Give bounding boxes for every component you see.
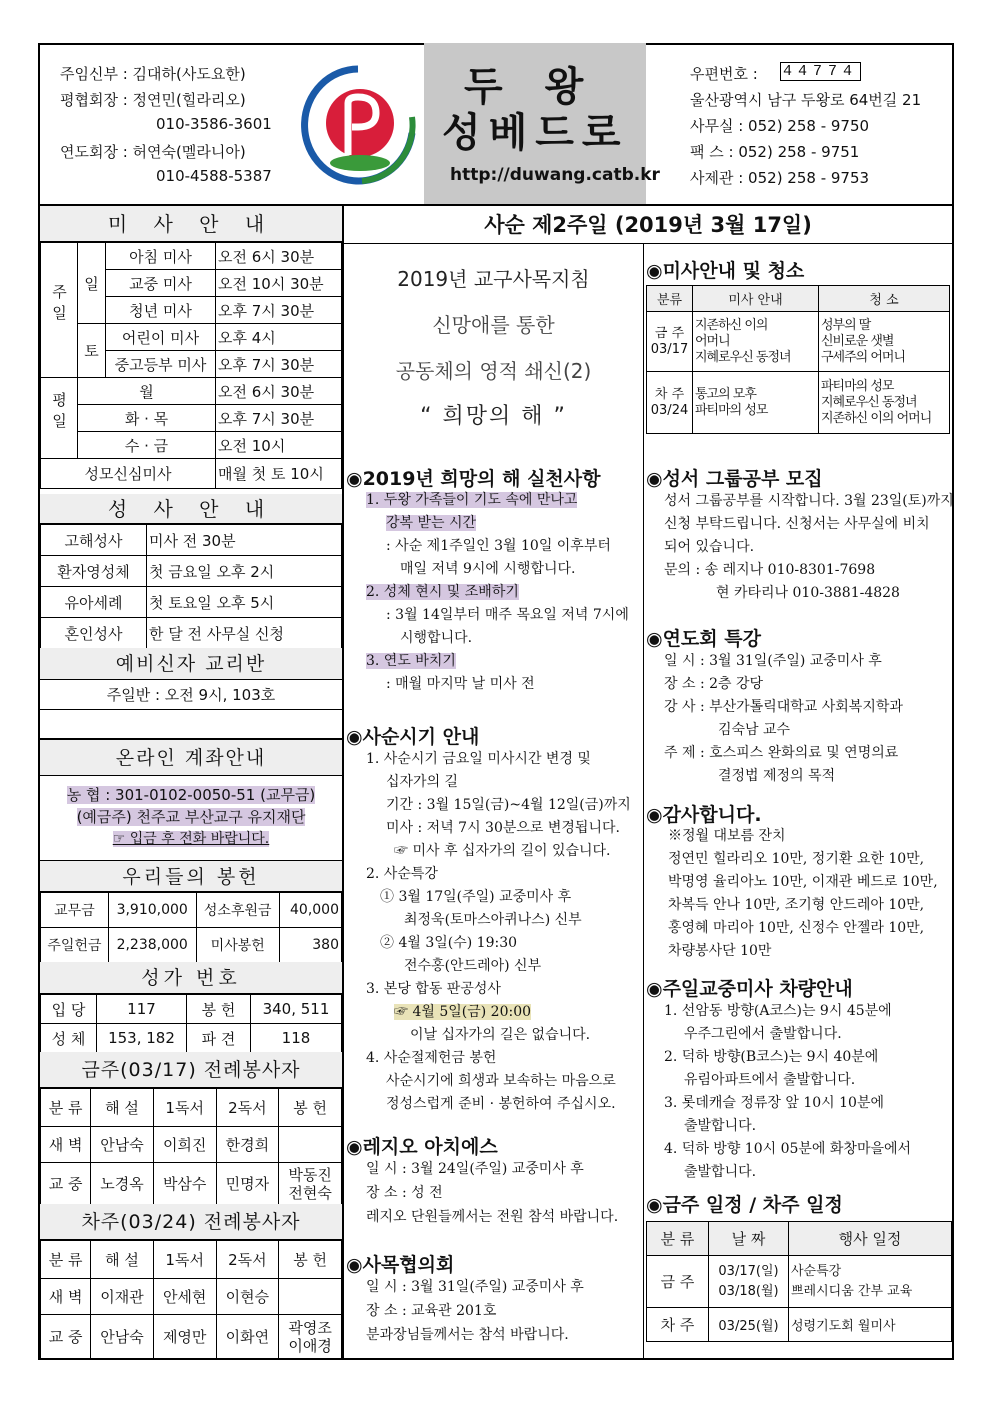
thanks-line: 차량봉사단 10만 [668,943,772,959]
servers-cell: 교 중 [41,1163,91,1205]
mass-name: 중고등부 미사 [106,351,216,378]
offering-value: 380 [279,928,341,963]
offering-value: 2,238,000 [108,928,196,963]
saturday-label: 토 [78,324,106,378]
bible-line: 성서 그룹공부를 시작합니다. 3월 23일(토)까지 [664,493,954,509]
yeondo-phone: 010-4588-5387 [156,167,272,185]
lent-line: 십자가의 길 [386,774,459,790]
sacrament-table [40,524,342,649]
offering-value: 40,000 [279,893,341,928]
schedule-header: 행사 일정 [789,1222,952,1256]
servers-header: 2독서 [216,1089,279,1127]
offering-label: 성소후원금 [196,893,279,928]
hymn-number: 153, 182 [97,1024,187,1053]
mass-name: 교중 미사 [106,270,216,297]
servers-header: 2독서 [216,1241,279,1279]
servers-cell: 박삼수 [153,1163,216,1205]
servers-this-title: 금주(03/17) 전례봉사자 [40,1052,342,1088]
lent-line: 미사 : 저녁 7시 30분으로 변경됩니다. [386,820,620,836]
sunday-label: 주일 [41,243,78,378]
hymn-title: 성가 번호 [40,962,342,994]
council-line: 평협회장 : 정연민(힐라리오) [60,91,246,109]
heart-mass-label: 성모신심미사 [41,459,216,489]
mass-table [40,242,342,489]
bible-title: ◉성서 그룹공부 모집 [646,468,823,490]
mass-time: 오후 7시 30분 [216,351,342,378]
mass-name: 어린이 미사 [106,324,216,351]
practice-item: : 매월 마지막 날 미사 전 [386,676,535,692]
parish-logo-icon [300,63,420,187]
lent-line: 3. 본당 합동 판공성사 [366,981,501,997]
policy-line1: 2019년 교구사목지침 [397,267,590,291]
servers-cell: 민명자 [216,1163,279,1205]
servers-cell: 안남숙 [91,1127,154,1163]
weekday-label: 평일 [41,378,78,459]
sacrament-time: 한 달 전 사무실 신청 [147,618,342,649]
servers-cell: 한경희 [216,1127,279,1163]
weekday-time: 오전 6시 30분 [216,378,342,405]
title-block [424,43,660,204]
practice-item: 2. 성체 현시 및 조배하기 [366,584,519,600]
bible-line: 현 카타리나 010-3881-4828 [716,585,900,601]
mass-title: 미 사 안 내 [40,206,342,242]
thanks-line: 박명영 율리아노 10만, 이재관 베드로 10만, [668,874,938,890]
thanks-line: 정연민 힐라리오 10만, 정기환 요한 10만, [668,851,925,867]
servers-header: 1독서 [153,1089,216,1127]
address: 울산광역시 남구 두왕로 64번길 21 [690,91,922,109]
yeondo-title: ◉연도회 특강 [646,628,761,650]
date-title: 사순 제2주일 (2019년 3월 17일) [344,206,952,244]
servers-next-title: 차주(03/24) 전례봉사자 [40,1204,342,1240]
vehicle-line: 2. 덕하 방향(B코스)는 9시 40분에 [664,1049,879,1065]
policy-line2: 신망애를 통한 [432,313,555,337]
servers-cell [279,1279,342,1315]
servers-header: 분 류 [41,1241,91,1279]
schedule-cell: 사순특강 쁘레시디움 간부 교육 [789,1256,952,1308]
catechumen-title: 예비신자 교리반 [40,648,342,680]
servers-header: 1독서 [153,1241,216,1279]
servers-cell: 제영만 [153,1315,216,1359]
legio-line: 장 소 : 성 전 [366,1185,443,1201]
mass-clean-cell: 금 주 03/17 [647,312,693,372]
legio-line: 일 시 : 3월 24일(주일) 교중미사 후 [366,1161,584,1177]
practice-title: ◉2019년 희망의 해 실천사항 [346,468,601,490]
schedule-cell: 03/17(일) 03/18(월) [709,1256,789,1308]
catechumen-line: 주일반 : 오전 9시, 103호 [40,680,342,710]
servers-header: 분 류 [41,1089,91,1127]
servers-header: 해 설 [91,1089,154,1127]
servers-header: 해 설 [91,1241,154,1279]
lent-line: 이날 십자가의 길은 없습니다. [410,1027,591,1043]
policy-line4: “ 희망의 해 ” [420,404,567,429]
sacrament-title: 성 사 안 내 [40,494,342,524]
servers-cell: 이화연 [216,1315,279,1359]
weekday-time: 오전 10시 [216,432,342,459]
thanks-line: ※정월 대보름 잔치 [668,828,786,844]
council-line: 분과장님들께서는 참석 바랍니다. [366,1327,569,1343]
council-line: 일 시 : 3월 31일(주일) 교중미사 후 [366,1279,584,1295]
lent-line: 4. 사순절제헌금 봉헌 [366,1050,497,1066]
bible-line: 문의 : 송 레지나 010-8301-7698 [664,562,876,578]
weekday-name: 월 [78,378,216,405]
lent-line: 기간 : 3월 15일(금)~4월 12일(금)까지 [386,797,631,813]
postcode: 44774 [780,62,861,81]
offering-value: 3,910,000 [108,893,196,928]
servers-header: 봉 헌 [279,1241,342,1279]
lent-line: ② 4월 3일(수) 19:30 [380,935,518,951]
offering-label: 주일헌금 [41,928,109,963]
bible-line: 되어 있습니다. [664,539,755,555]
account-title: 온라인 계좌안내 [40,740,342,776]
mass-clean-header: 미사 안내 [693,286,819,312]
lent-line: 최정욱(토마스아퀴나스) 신부 [404,912,582,928]
servers-cell: 노경옥 [91,1163,154,1205]
mass-clean-cell: 파티마의 성모 지혜로우신 동정녀 지존하신 이의 어머니 [819,372,950,434]
vehicle-line: 우주그린에서 출발합니다. [684,1026,842,1042]
yeondo-line: 일 시 : 3월 31일(주일) 교중미사 후 [664,653,882,669]
offering-label: 미사봉헌 [196,928,279,963]
mass-clean-cell: 통고의 모후 파티마의 성모 [693,372,819,434]
mass-clean-title: ◉미사안내 및 청소 [646,260,805,282]
weekday-name: 수 · 금 [78,432,216,459]
weekday-name: 화 · 목 [78,405,216,432]
lent-line: 2. 사순특강 [366,866,438,882]
mass-time: 오후 7시 30분 [216,297,342,324]
heart-mass-time: 매월 첫 토 10시 [216,459,342,489]
practice-item: 시행합니다. [400,630,473,646]
servers-header: 봉 헌 [279,1089,342,1127]
lent-line: 정성스럽게 준비 · 봉헌하여 주십시오. [386,1096,616,1112]
schedule-cell: 차 주 [647,1308,709,1342]
servers-cell: 곽영조 이애경 [279,1315,342,1359]
sacrament-name: 고해성사 [41,525,147,556]
mass-clean-cell: 성부의 딸 신비로운 샛별 구세주의 어머니 [819,312,950,372]
servers-cell [279,1127,342,1163]
sacrament-name: 혼인성사 [41,618,147,649]
thanks-line: 홍영혜 마리아 10만, 신정수 안젤라 10만, [668,920,925,936]
hymn-number: 117 [97,995,187,1024]
schedule-title: ◉금주 일정 / 차주 일정 [646,1194,843,1216]
account-note: ☞ 입금 후 전화 바랍니다. [112,831,270,847]
servers-cell: 이재관 [91,1279,154,1315]
rectory-phone: 사제관 : 052) 258 - 9753 [690,169,870,187]
lent-line: ☞ 미사 후 십자가의 길이 있습니다. [394,843,611,859]
servers-cell: 이희진 [153,1127,216,1163]
mass-time: 오전 6시 30분 [216,243,342,270]
mass-time: 오전 10시 30분 [216,270,342,297]
sacrament-name: 환자영성체 [41,556,147,587]
servers-cell: 이현승 [216,1279,279,1315]
servers-cell: 새 벽 [41,1127,91,1163]
sacrament-time: 첫 금요일 오후 2시 [147,556,342,587]
hymn-number: 340, 511 [251,995,342,1024]
practice-item: 강복 받는 시간 [386,515,477,531]
account-number: 농 협 : 301-0102-0050-51 (교무금) [66,786,316,804]
schedule-header: 분 류 [647,1222,709,1256]
council-phone: 010-3586-3601 [156,115,272,133]
servers-cell: 안세현 [153,1279,216,1315]
servers-cell: 안남숙 [91,1315,154,1359]
sacrament-time: 미사 전 30분 [147,525,342,556]
yeondo-line: 김숙남 교수 [718,722,791,738]
servers-next-table [40,1240,342,1359]
bible-line: 신청 부탁드립니다. 신청서는 사무실에 비치 [664,516,930,532]
practice-item: 매일 저녁 9시에 시행합니다. [400,561,576,577]
office-phone: 사무실 : 052) 258 - 9750 [690,117,870,135]
lent-line: 1. 사순시기 금요일 미사시간 변경 및 [366,751,591,767]
offering-label: 교무금 [41,893,109,928]
vehicle-line: 3. 롯데캐슬 정류장 앞 10시 10분에 [664,1095,885,1111]
title-line2: 성베드로 [442,109,629,156]
mass-name: 아침 미사 [106,243,216,270]
yeondo-line: 결정법 제정의 목적 [718,768,836,784]
schedule-cell: 금 주 [647,1256,709,1308]
hymn-label: 파 견 [187,1024,251,1053]
offering-table [40,892,342,963]
lent-title: ◉사순시기 안내 [346,726,480,748]
vehicle-line: 출발합니다. [684,1164,757,1180]
hymn-table [40,994,342,1053]
vehicle-line: 4. 덕하 방향 10시 05분에 화창마을에서 [664,1141,912,1157]
lent-line: 사순시기에 희생과 보속하는 마음으로 [386,1073,616,1089]
account-holder: (예금주) 천주교 부산교구 유지재단 [76,808,306,826]
council-title: ◉사목협의회 [346,1254,455,1276]
website-url[interactable]: http://duwang.catb.kr [450,165,660,185]
practice-item: : 사순 제1주일인 3월 10일 이후부터 [386,538,611,554]
postcode-label: 우편번호 : [690,65,758,83]
vehicle-line: 1. 선암동 방향(A코스)는 9시 45분에 [664,1003,892,1019]
thanks-title: ◉감사합니다. [646,804,762,826]
schedule-cell: 03/25(월) [709,1308,789,1342]
offering-title: 우리들의 봉헌 [40,860,342,892]
servers-cell: 새 벽 [41,1279,91,1315]
lent-line: ☞ 4월 5일(금) 20:00 [394,1004,532,1020]
yeondo-line: 강 사 : 부산가톨릭대학교 사회복지학과 [664,699,903,715]
yeondo-line: 장 소 : 2층 강당 [664,676,764,692]
hymn-label: 입 당 [41,995,97,1024]
servers-this-table [40,1088,342,1205]
mass-clean-table [646,285,950,434]
header [38,43,954,206]
legio-title: ◉레지오 아치에스 [346,1136,498,1158]
schedule-cell: 성령기도회 월미사 [789,1308,952,1342]
legio-line: 레지오 단원들께서는 전원 참석 바랍니다. [366,1209,619,1225]
policy-block [344,256,643,440]
yeondo-line: 주 제 : 호스피스 완화의료 및 연명의료 [664,745,899,761]
hymn-label: 성 체 [41,1024,97,1053]
pastor-line: 주임신부 : 김대하(사도요한) [60,65,246,83]
yeondo-line: 연도회장 : 허연숙(멜라니아) [60,143,246,161]
account-box [40,776,342,856]
mass-time: 오후 4시 [216,324,342,351]
mass-name: 청년 미사 [106,297,216,324]
sunday-day-label: 일 [78,243,106,324]
sacrament-time: 첫 토요일 오후 5시 [147,587,342,618]
fax-number: 팩 스 : 052) 258 - 9751 [690,143,860,161]
mass-clean-header: 청 소 [819,286,950,312]
mass-clean-cell: 지존하신 이의 어머니 지혜로우신 동정녀 [693,312,819,372]
council-line: 장 소 : 교육관 201호 [366,1303,497,1319]
sacrament-name: 유아세례 [41,587,147,618]
lent-line: ① 3월 17일(주일) 교중미사 후 [380,889,572,905]
lent-line: 전수홍(안드레아) 신부 [404,958,542,974]
mass-clean-header: 분류 [647,286,693,312]
thanks-line: 차복득 안나 10만, 조기형 안드레아 10만, [668,897,925,913]
mass-clean-cell: 차 주 03/24 [647,372,693,434]
practice-item: 1. 두왕 가족들이 기도 속에 만나고 [366,492,578,508]
policy-line3: 공동체의 영적 쇄신(2) [395,359,592,383]
vehicle-line: 출발합니다. [684,1118,757,1134]
vehicle-title: ◉주일교중미사 차량안내 [646,978,853,1000]
schedule-header: 날 짜 [709,1222,789,1256]
practice-item: 3. 연도 바치기 [366,653,456,669]
hymn-label: 봉 헌 [187,995,251,1024]
title-line1: 두 왕 [464,63,598,110]
servers-cell: 박동진 전현숙 [279,1163,342,1205]
servers-cell: 교 중 [41,1315,91,1359]
weekday-time: 오후 7시 30분 [216,405,342,432]
hymn-number: 118 [251,1024,342,1053]
practice-item: : 3월 14일부터 매주 목요일 저녁 7시에 [386,607,629,623]
vehicle-line: 유림아파트에서 출발합니다. [684,1072,856,1088]
schedule-table [646,1221,952,1342]
